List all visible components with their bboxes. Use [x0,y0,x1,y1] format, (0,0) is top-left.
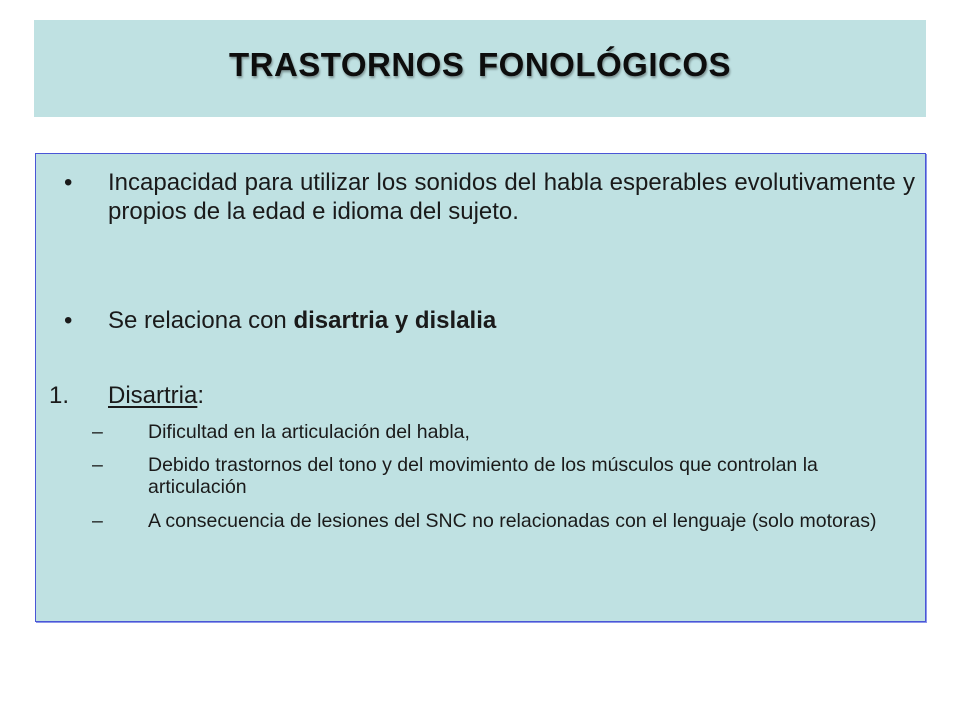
bullet-marker: • [64,169,73,196]
slide-title: TRASTORNOS FONOLÓGICOS [228,45,732,83]
number-marker: 1. [49,382,70,409]
bullet-marker: • [64,307,73,334]
dash-marker: – [92,421,103,443]
bullet-text-bold: disartria y dislalia [293,307,497,334]
bullet-text [108,306,915,335]
sub-item-text: Debido trastornos del tono y del movimiento de los músculos que controlan la articulación [148,454,818,498]
dash-marker: – [92,510,103,532]
bullet-text: Incapacidad para utilizar los sonidos del habla esperables evolutivamente y propios de la edad e idioma del sujeto. [108,169,915,225]
sub-item-text: A consecuencia de lesiones del SNC no relacionadas con el lenguaje (solo motoras) [148,510,877,532]
numbered-heading: Disartria [108,382,198,409]
sub-item-text: Dificultad en la articulación del habla, [148,421,470,443]
title-banner [34,20,926,117]
content-panel [35,153,926,622]
numbered-heading-suffix: : [197,382,205,409]
dash-marker: – [92,454,103,476]
bullet-text-plain: Se relaciona con [108,307,294,334]
numbered-heading-line [108,381,915,410]
